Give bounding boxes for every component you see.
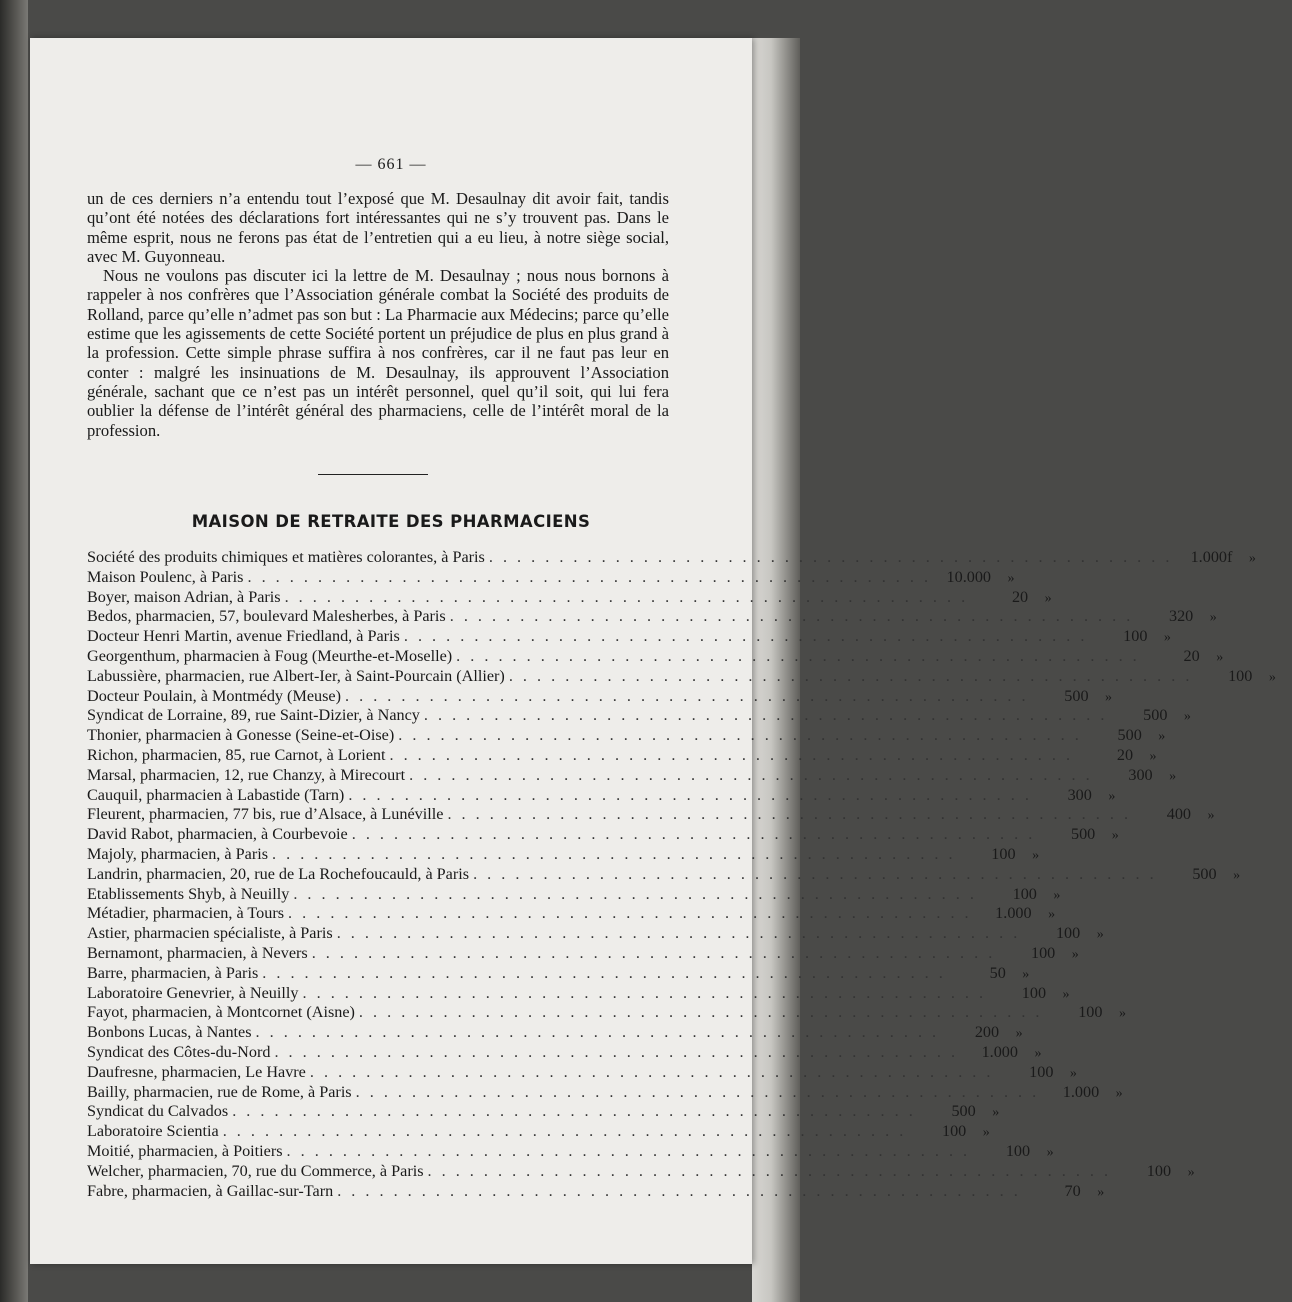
leader-dots: . . . . . . . . . . . . . . . . . . . . . . . . . . . . . . . . . . . . . . . . . . . . . . . . .	[311, 943, 996, 962]
leader-dots: . . . . . . . . . . . . . . . . . . . . . . . . . . . . . . . . . . . . . . . . . . . . . . . . .	[403, 627, 1088, 646]
donation-row	[87, 567, 1015, 588]
leader-dots: . . . . . . . . . . . . . . . . . . . . . . . . . . . . . . . . . . . . . . . . . . . . . . . . .	[389, 745, 1074, 764]
donation-row	[87, 864, 1241, 885]
centimes-ditto: »	[1053, 887, 1061, 903]
donation-amount: 100	[1146, 1161, 1172, 1180]
paragraph: un de ces derniers n’a entendu tout l’exposé que M. Desaulnay dit avoir fait, tandis qu’ont été notées des déclarations fort intéressantes qui ne s’y trouvent pas. Dans le même esprit, nous ne ferons pas état de l’entretien qui a eu lieu, à notre siège social, avec M. Guyonneau.	[87, 189, 669, 266]
leader-dots: . . . . . . . . . . . . . . . . . . . . . . . . . . . . . . . . . . . . . . . . . . . . . . . . .	[302, 983, 987, 1002]
donation-amount: 100	[1029, 1062, 1054, 1081]
donor-name: Thonier, pharmacien à Gonesse (Seine-et-Oise)	[87, 726, 395, 745]
centimes-ditto: »	[1118, 1006, 1126, 1022]
donation-row	[87, 607, 1217, 627]
leader-dots: . . . . . . . . . . . . . . . . . . . . . . . . . . . . . . . . . . . . . . . . . . . . . . . . .	[348, 785, 1032, 804]
centimes-ditto: »	[1032, 847, 1040, 863]
donor-name: Georgenthum, pharmacien à Foug (Meurthe-et-Moselle)	[87, 646, 453, 665]
centimes-ditto: »	[1097, 1184, 1105, 1200]
leader-dots: . . . . . . . . . . . . . . . . . . . . . . . . . . . . . . . . . . . . . . . . . . . . . . . . .	[488, 548, 1173, 566]
donation-amount: 400	[1166, 805, 1191, 824]
donation-amount: 100	[1012, 884, 1037, 903]
leader-dots: . . . . . . . . . . . . . . . . . . . . . . . . . . . . . . . . . . . . . . . . . . . . . . . . .	[473, 864, 1157, 883]
leader-dots: . . . . . . . . . . . . . . . . . . . . . . . . . . . . . . . . . . . . . . . . . . . . . . . . .	[423, 706, 1108, 725]
donor-name: Laboratoire Genevrier, à Neuilly	[87, 983, 299, 1002]
centimes-ditto: »	[1183, 709, 1191, 725]
donor-name: Etablissements Shyb, à Neuilly	[87, 884, 290, 903]
leader-dots: . . . . . . . . . . . . . . . . . . . . . . . . . . . . . . . . . . . . . . . . . . . . . . . . .	[456, 646, 1140, 665]
donation-amount: 1.000	[995, 904, 1032, 923]
centimes-ditto: »	[992, 1105, 1000, 1121]
donor-name: Fleurent, pharmacien, 77 bis, rue d’Alsace, à Lunéville	[87, 805, 444, 824]
centimes-ditto: »	[1046, 1144, 1054, 1160]
book-spine-shadow	[0, 0, 28, 1302]
donation-amount: 100	[991, 844, 1016, 863]
donation-row	[87, 745, 1157, 766]
donation-row	[87, 627, 1171, 647]
centimes-ditto: »	[1069, 1065, 1077, 1081]
donor-name: Boyer, maison Adrian, à Paris	[87, 587, 281, 606]
donation-amount: 1.000	[1062, 1082, 1100, 1101]
donor-name: Métadier, pharmacien, à Tours	[87, 904, 285, 923]
donation-row	[87, 904, 1056, 924]
donation-amount: 500	[1117, 726, 1142, 745]
donation-amount: 100	[1055, 924, 1081, 943]
donation-list	[87, 548, 1276, 1201]
donor-name: Richon, pharmacien, 85, rue Carnot, à Lorient	[87, 745, 386, 764]
centimes-ditto: »	[1248, 551, 1256, 566]
donor-name: Docteur Poulain, à Montmédy (Meuse)	[87, 686, 341, 705]
donation-row	[87, 726, 1166, 746]
donation-row	[87, 924, 1104, 944]
body-text	[87, 189, 669, 440]
leader-dots: . . . . . . . . . . . . . . . . . . . . . . . . . . . . . . . . . . . . . . . . . . . . . . . . .	[409, 765, 1093, 784]
centimes-ditto: »	[1096, 927, 1104, 943]
donor-name: Astier, pharmacien spécialiste, à Paris	[87, 924, 333, 943]
centimes-ditto: »	[1169, 768, 1177, 784]
donation-row	[87, 1042, 1042, 1063]
donor-name: Syndicat de Lorraine, 89, rue Saint-Dizier, à Nancy	[87, 706, 420, 725]
leader-dots: . . . . . . . . . . . . . . . . . . . . . . . . . . . . . . . . . . . . . . . . . . . . . . . . .	[508, 666, 1193, 685]
centimes-ditto: »	[1149, 748, 1157, 764]
centimes-ditto: »	[1105, 689, 1113, 705]
donation-row	[87, 1062, 1077, 1083]
donation-row	[87, 963, 1030, 984]
donation-row	[87, 1003, 1126, 1023]
donor-name: Bedos, pharmacien, 57, boulevard Malesherbes, à Paris	[87, 607, 446, 626]
donation-amount: 70	[1064, 1181, 1081, 1200]
donation-amount: 200	[974, 1023, 1000, 1042]
centimes-ditto: »	[1233, 867, 1241, 883]
donation-row	[87, 983, 1070, 1004]
leader-dots: . . . . . . . . . . . . . . . . . . . . . . . . . . . . . . . . . . . . . . . . . . . . . . . . .	[345, 686, 1029, 705]
donation-row	[87, 1082, 1123, 1103]
centimes-ditto: »	[1187, 1164, 1195, 1180]
donation-amount: 1.000f	[1190, 548, 1233, 566]
donation-row	[87, 805, 1215, 825]
donor-name: Moitié, pharmacien, à Poitiers	[87, 1141, 283, 1160]
donation-amount: 10.000	[946, 567, 992, 586]
centimes-ditto: »	[1062, 986, 1070, 1002]
donor-name: Bonbons Lucas, à Nantes	[87, 1023, 252, 1042]
donor-name: David Rabot, pharmacien, à Courbevoie	[87, 825, 348, 844]
donation-amount: 300	[1128, 765, 1153, 784]
donor-name: Barre, pharmacien, à Paris	[87, 963, 259, 982]
donation-row	[87, 1161, 1195, 1182]
donation-amount: 500	[1192, 864, 1217, 883]
leader-dots: . . . . . . . . . . . . . . . . . . . . . . . . . . . . . . . . . . . . . . . . . . . . . . . . .	[337, 1181, 1021, 1200]
donation-row	[87, 765, 1177, 786]
leader-dots: . . . . . . . . . . . . . . . . . . . . . . . . . . . . . . . . . . . . . . . . . . . . . . . . .	[222, 1122, 907, 1141]
centimes-ditto: »	[1044, 590, 1052, 606]
donation-row	[87, 844, 1040, 865]
centimes-ditto: »	[1115, 1085, 1123, 1101]
donor-name: Landrin, pharmacien, 20, rue de La Rochefoucauld, à Paris	[87, 864, 470, 883]
scanned-page	[30, 38, 1276, 1264]
leader-dots: . . . . . . . . . . . . . . . . . . . . . . . . . . . . . . . . . . . . . . . . . . . . . . . . .	[398, 726, 1082, 745]
leader-dots: . . . . . . . . . . . . . . . . . . . . . . . . . . . . . . . . . . . . . . . . . . . . . . . . .	[355, 1082, 1040, 1101]
donor-name: Fayot, pharmacien, à Montcornet (Aisne)	[87, 1003, 355, 1022]
donor-name: Welcher, pharmacien, 70, rue du Commerce, à Paris	[87, 1161, 424, 1180]
centimes-ditto: »	[1108, 788, 1116, 804]
leader-dots: . . . . . . . . . . . . . . . . . . . . . . . . . . . . . . . . . . . . . . . . . . . . . . . . .	[255, 1023, 940, 1042]
section-title: MAISON DE RETRAITE DES PHARMACIENS	[191, 512, 591, 531]
centimes-ditto: »	[982, 1125, 990, 1141]
donation-row	[87, 1181, 1105, 1202]
leader-dots: . . . . . . . . . . . . . . . . . . . . . . . . . . . . . . . . . . . . . . . . . . . . . . . . .	[309, 1062, 994, 1081]
donor-name: Marsal, pharmacien, 12, rue Chanzy, à Mirecourt	[87, 765, 406, 784]
donation-row	[87, 1122, 990, 1142]
section-divider	[318, 474, 428, 475]
donation-amount: 100	[1030, 943, 1056, 962]
centimes-ditto: »	[1034, 1045, 1042, 1061]
leader-dots: . . . . . . . . . . . . . . . . . . . . . . . . . . . . . . . . . . . . . . . . . . . . . . . . .	[351, 825, 1036, 844]
donation-row	[87, 943, 1079, 964]
centimes-ditto: »	[1022, 966, 1030, 982]
donation-amount: 500	[1064, 686, 1089, 705]
donation-amount: 500	[1070, 825, 1096, 844]
leader-dots: . . . . . . . . . . . . . . . . . . . . . . . . . . . . . . . . . . . . . . . . . . . . . . . . .	[288, 904, 972, 923]
paragraph: Nous ne voulons pas discuter ici la lettre de M. Desaulnay ; nous nous bornons à rappeler à nos confrères que l’Association générale combat la Société des produits de Rolland, parce qu’elle n’admet pas son but : La Pharmacie aux Médecins; parce qu’elle estime que les agissements de cette Société portent un préjudice de plus en plus grand à la profession. Cette simple phrase suffira à nos confrères, car il ne faut pas leur en conter : malgré les insinuations de M. Desaulnay, ils approuvent l’Association générale, sachant que ce n’est pas un intérêt personnel, quel qu’il soit, qui lui fera oublier la défense de l’intérêt général des pharmaciens, celle de l’intérêt moral de la profession.	[87, 266, 669, 440]
leader-dots: . . . . . . . . . . . . . . . . . . . . . . . . . . . . . . . . . . . . . . . . . . . . . . . . .	[336, 924, 1021, 943]
leader-dots: . . . . . . . . . . . . . . . . . . . . . . . . . . . . . . . . . . . . . . . . . . . . . . . . .	[274, 1042, 958, 1061]
centimes-ditto: »	[1207, 808, 1215, 824]
donation-row	[87, 884, 1061, 905]
leader-dots: . . . . . . . . . . . . . . . . . . . . . . . . . . . . . . . . . . . . . . . . . . . . . . . . .	[286, 1141, 971, 1160]
donation-row	[87, 666, 1276, 687]
donor-name: Laboratoire Scientia	[87, 1122, 219, 1141]
donation-amount: 100	[941, 1122, 967, 1141]
donation-amount: 50	[989, 963, 1006, 982]
donation-amount: 20	[1183, 646, 1200, 665]
donation-row	[87, 785, 1116, 806]
donation-amount: 1.000	[981, 1042, 1018, 1061]
centimes-ditto: »	[1209, 610, 1217, 626]
donation-row	[87, 587, 1052, 608]
leader-dots: . . . . . . . . . . . . . . . . . . . . . . . . . . . . . . . . . . . . . . . . . . . . . . . . .	[449, 607, 1134, 626]
centimes-ditto: »	[1158, 729, 1166, 745]
leader-dots: . . . . . . . . . . . . . . . . . . . . . . . . . . . . . . . . . . . . . . . . . . . . . . . . .	[284, 587, 969, 606]
leader-dots: . . . . . . . . . . . . . . . . . . . . . . . . . . . . . . . . . . . . . . . . . . . . . . . . .	[247, 567, 932, 586]
donation-amount: 20	[1011, 587, 1029, 606]
centimes-ditto: »	[1216, 649, 1224, 665]
centimes-ditto: »	[1007, 570, 1015, 586]
donor-name: Bailly, pharmacien, rue de Rome, à Paris	[87, 1082, 352, 1101]
page-number: — 661 —	[355, 156, 427, 173]
donor-name: Fabre, pharmacien, à Gaillac-sur-Tarn	[87, 1181, 334, 1200]
donor-name: Docteur Henri Martin, avenue Friedland, à Paris	[87, 627, 400, 646]
donation-row	[87, 1141, 1054, 1162]
donation-amount: 320	[1168, 607, 1194, 626]
centimes-ditto: »	[1163, 630, 1171, 646]
donation-amount: 300	[1067, 785, 1092, 804]
leader-dots: . . . . . . . . . . . . . . . . . . . . . . . . . . . . . . . . . . . . . . . . . . . . . . . . .	[447, 805, 1131, 824]
donor-name: Majoly, pharmacien, à Paris	[87, 844, 269, 863]
donation-row	[87, 825, 1119, 845]
leader-dots: . . . . . . . . . . . . . . . . . . . . . . . . . . . . . . . . . . . . . . . . . . . . . . . . .	[262, 963, 946, 982]
donor-name: Cauquil, pharmacien à Labastide (Tarn)	[87, 785, 345, 804]
donation-row	[87, 1023, 1023, 1043]
centimes-ditto: »	[1071, 946, 1079, 962]
donation-amount: 100	[1228, 666, 1253, 685]
donation-amount: 100	[1123, 627, 1148, 646]
donor-name: Bernamont, pharmacien, à Nevers	[87, 943, 308, 962]
donor-name: Société des produits chimiques et matières colorantes, à Paris	[87, 548, 485, 566]
donation-amount: 100	[1078, 1003, 1103, 1022]
leader-dots: . . . . . . . . . . . . . . . . . . . . . . . . . . . . . . . . . . . . . . . . . . . . . . . . .	[293, 884, 977, 903]
donation-amount: 100	[1021, 983, 1047, 1002]
centimes-ditto: »	[1268, 669, 1276, 685]
donation-row	[87, 706, 1191, 726]
donation-row	[87, 548, 1256, 568]
centimes-ditto: »	[1015, 1026, 1023, 1042]
centimes-ditto: »	[1048, 907, 1056, 923]
donation-amount: 500	[1143, 706, 1168, 725]
donor-name: Syndicat du Calvados	[87, 1102, 229, 1121]
leader-dots: . . . . . . . . . . . . . . . . . . . . . . . . . . . . . . . . . . . . . . . . . . . . . . . . .	[272, 844, 956, 863]
donor-name: Daufresne, pharmacien, Le Havre	[87, 1062, 306, 1081]
leader-dots: . . . . . . . . . . . . . . . . . . . . . . . . . . . . . . . . . . . . . . . . . . . . . . . . .	[427, 1161, 1112, 1180]
leader-dots: . . . . . . . . . . . . . . . . . . . . . . . . . . . . . . . . . . . . . . . . . . . . . . . . .	[232, 1102, 916, 1121]
centimes-ditto: »	[1111, 828, 1119, 844]
donation-amount: 20	[1116, 745, 1134, 764]
donation-amount: 100	[1005, 1141, 1031, 1160]
donation-row	[87, 646, 1224, 667]
donor-name: Maison Poulenc, à Paris	[87, 567, 244, 586]
donation-row	[87, 1102, 1000, 1122]
donation-amount: 500	[951, 1102, 976, 1121]
donor-name: Labussière, pharmacien, rue Albert-Ier, à Saint-Pourcain (Allier)	[87, 666, 505, 685]
leader-dots: . . . . . . . . . . . . . . . . . . . . . . . . . . . . . . . . . . . . . . . . . . . . . . . . .	[358, 1003, 1043, 1022]
donor-name: Syndicat des Côtes-du-Nord	[87, 1042, 271, 1061]
donation-row	[87, 686, 1113, 707]
